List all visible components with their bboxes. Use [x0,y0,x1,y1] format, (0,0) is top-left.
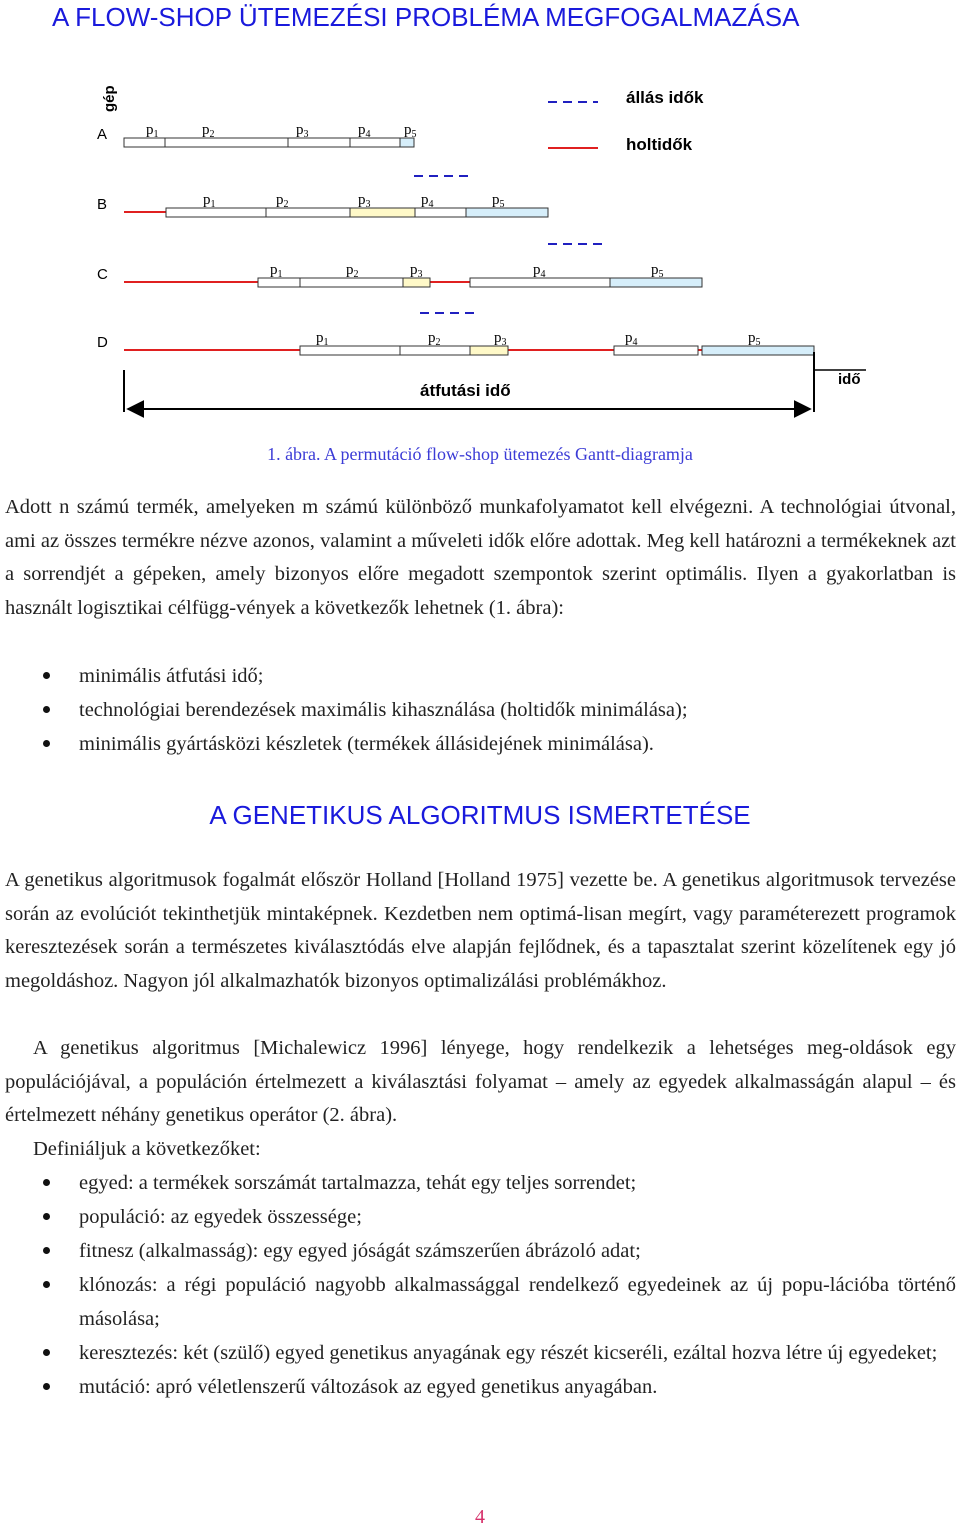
legend-waiting-label: állás idők [626,88,704,107]
list-item: klónozás: a régi populáció nagyobb alkalmassággal rendelkező egyedeinek az új popu-lációba történő másolása; [0,1268,956,1336]
job-label: $p_2$ [428,330,441,348]
section-heading-flow-shop: A FLOW-SHOP ÜTEMEZÉSI PROBLÉMA MEGFOGALMAZÁSA [52,2,800,32]
definitions-list [0,1166,956,1404]
figure-caption: 1. ábra. A permutáció flow-shop ütemezés Gantt-diagramja [267,444,693,464]
list-item: technológiai berendezések maximális kihasználása (holtidők minimálása); [0,693,956,727]
job-label: $p_1$ [146,122,159,140]
job-label: $p_2$ [202,122,215,140]
job-label: $p_1$ [316,330,329,348]
job-label: $p_3$ [358,192,371,210]
operation-bar-A-1 [124,138,165,147]
paragraph-definitions-intro [5,1133,956,1167]
objective-list [0,659,956,761]
paragraph-definitions-intro-text: Definiáljuk a következőket: [33,1138,261,1160]
machine-label-C: C [97,266,108,283]
job-label: $p_3$ [410,262,423,280]
operation-bar-B-4 [415,208,466,217]
makespan-label: átfutási idő [420,381,511,400]
operation-bar-B-2 [266,208,350,217]
legend-idle-label: holtidők [626,135,693,154]
machine-label-A: A [97,126,108,143]
operation-bar-B-5 [466,208,548,217]
list-item: fitnesz (alkalmasság): egy egyed jóságát számszerűen ábrázoló adat; [0,1234,956,1268]
operation-bar-D-1 [300,346,400,355]
job-label: $p_5$ [651,262,664,280]
operation-bar-C-5 [610,278,702,287]
section-heading-genetic-algorithm: A GENETIKUS ALGORITMUS ISMERTETÉSE [209,800,751,830]
machine-axis-label: gép [101,85,118,112]
job-label: $p_2$ [276,192,289,210]
list-item: populáció: az egyedek összessége; [0,1200,956,1234]
list-item: egyed: a termékek sorszámát tartalmazza, tehát egy teljes sorrendet; [0,1166,956,1200]
job-label: $p_5$ [492,192,505,210]
job-label: $p_3$ [296,122,309,140]
list-item: mutáció: apró véletlenszerű változások az egyed genetikus anyagában. [0,1370,956,1404]
operation-bar-A-3 [288,138,350,147]
machine-label-D: D [97,334,108,351]
job-label: $p_4$ [625,330,638,348]
job-label: $p_3$ [494,330,507,348]
operation-bar-C-3 [403,278,430,287]
job-label: $p_5$ [404,122,417,140]
paragraph-ga-essence-text: A genetikus algoritmus [Michalewicz 1996] lényege, hogy rendelkezik a lehetséges meg-oldások egy populációjával, a populáción értelmezett a kiválasztási folyamat – amely az egyedek alkalmasságán alapul – és értelmezett néhány genetikus operátor (2. ábra). [5,1037,956,1126]
paragraph-ga-essence [5,1032,956,1133]
job-label: $p_2$ [346,262,359,280]
job-label: $p_1$ [203,192,216,210]
paragraph-ga-intro: A genetikus algoritmusok fogalmát először Holland [Holland 1975] vezette be. A genetikus algoritmusok tervezése során az evolúciót tekinthetjük mintaképnek. Kezdetben nem optimá-lisan megírt, vagy paraméterezett programok keresztezések során a természetes kiválasztódás elve alapján fejlődnek, és a tapasztalat szerint közelítenek egy jó megoldáshoz. Nagyon jól alkalmazhatók bizonyos optimalizálási problémákhoz. [5,869,956,992]
list-item: keresztezés: két (szülő) egyed genetikus anyagának egy részét kicseréli, ezáltal hozva létre új egyedeket; [0,1336,956,1370]
list-item: minimális gyártásközi készletek (termékek állásidejének minimálása). [0,727,956,761]
page-number: 4 [475,1506,485,1528]
job-label: $p_5$ [748,330,761,348]
paragraph-problem-statement: Adott n számú termék, amelyeken m számú különböző munkafolyamatot kell elvégezni. A technológiai útvonal, ami az összes termékre nézve azonos, valamint a műveleti idők előre adottak. Meg kell határozni a termékeknek azt a sorrendjét a gépeken, amely bizonyos előre megadott szempontok szerint optimális. Ilyen a gyakorlatban is használt logisztikai célfügg-vények a következők lehetnek (1. ábra): [5,496,956,619]
operation-bar-A-2 [165,138,288,147]
job-label: $p_4$ [358,122,371,140]
operation-bar-B-3 [350,208,415,217]
gantt-diagram [0,60,960,420]
list-item: minimális átfutási idő; [0,659,956,693]
job-label: $p_1$ [270,262,283,280]
operation-bar-C-2 [300,278,403,287]
operation-bar-A-4 [350,138,400,147]
job-label: $p_4$ [533,262,546,280]
job-label: $p_4$ [421,192,434,210]
operation-bar-B-1 [166,208,266,217]
operation-bar-D-4 [614,346,698,355]
time-axis-label: idő [838,371,861,388]
machine-label-B: B [97,196,108,213]
